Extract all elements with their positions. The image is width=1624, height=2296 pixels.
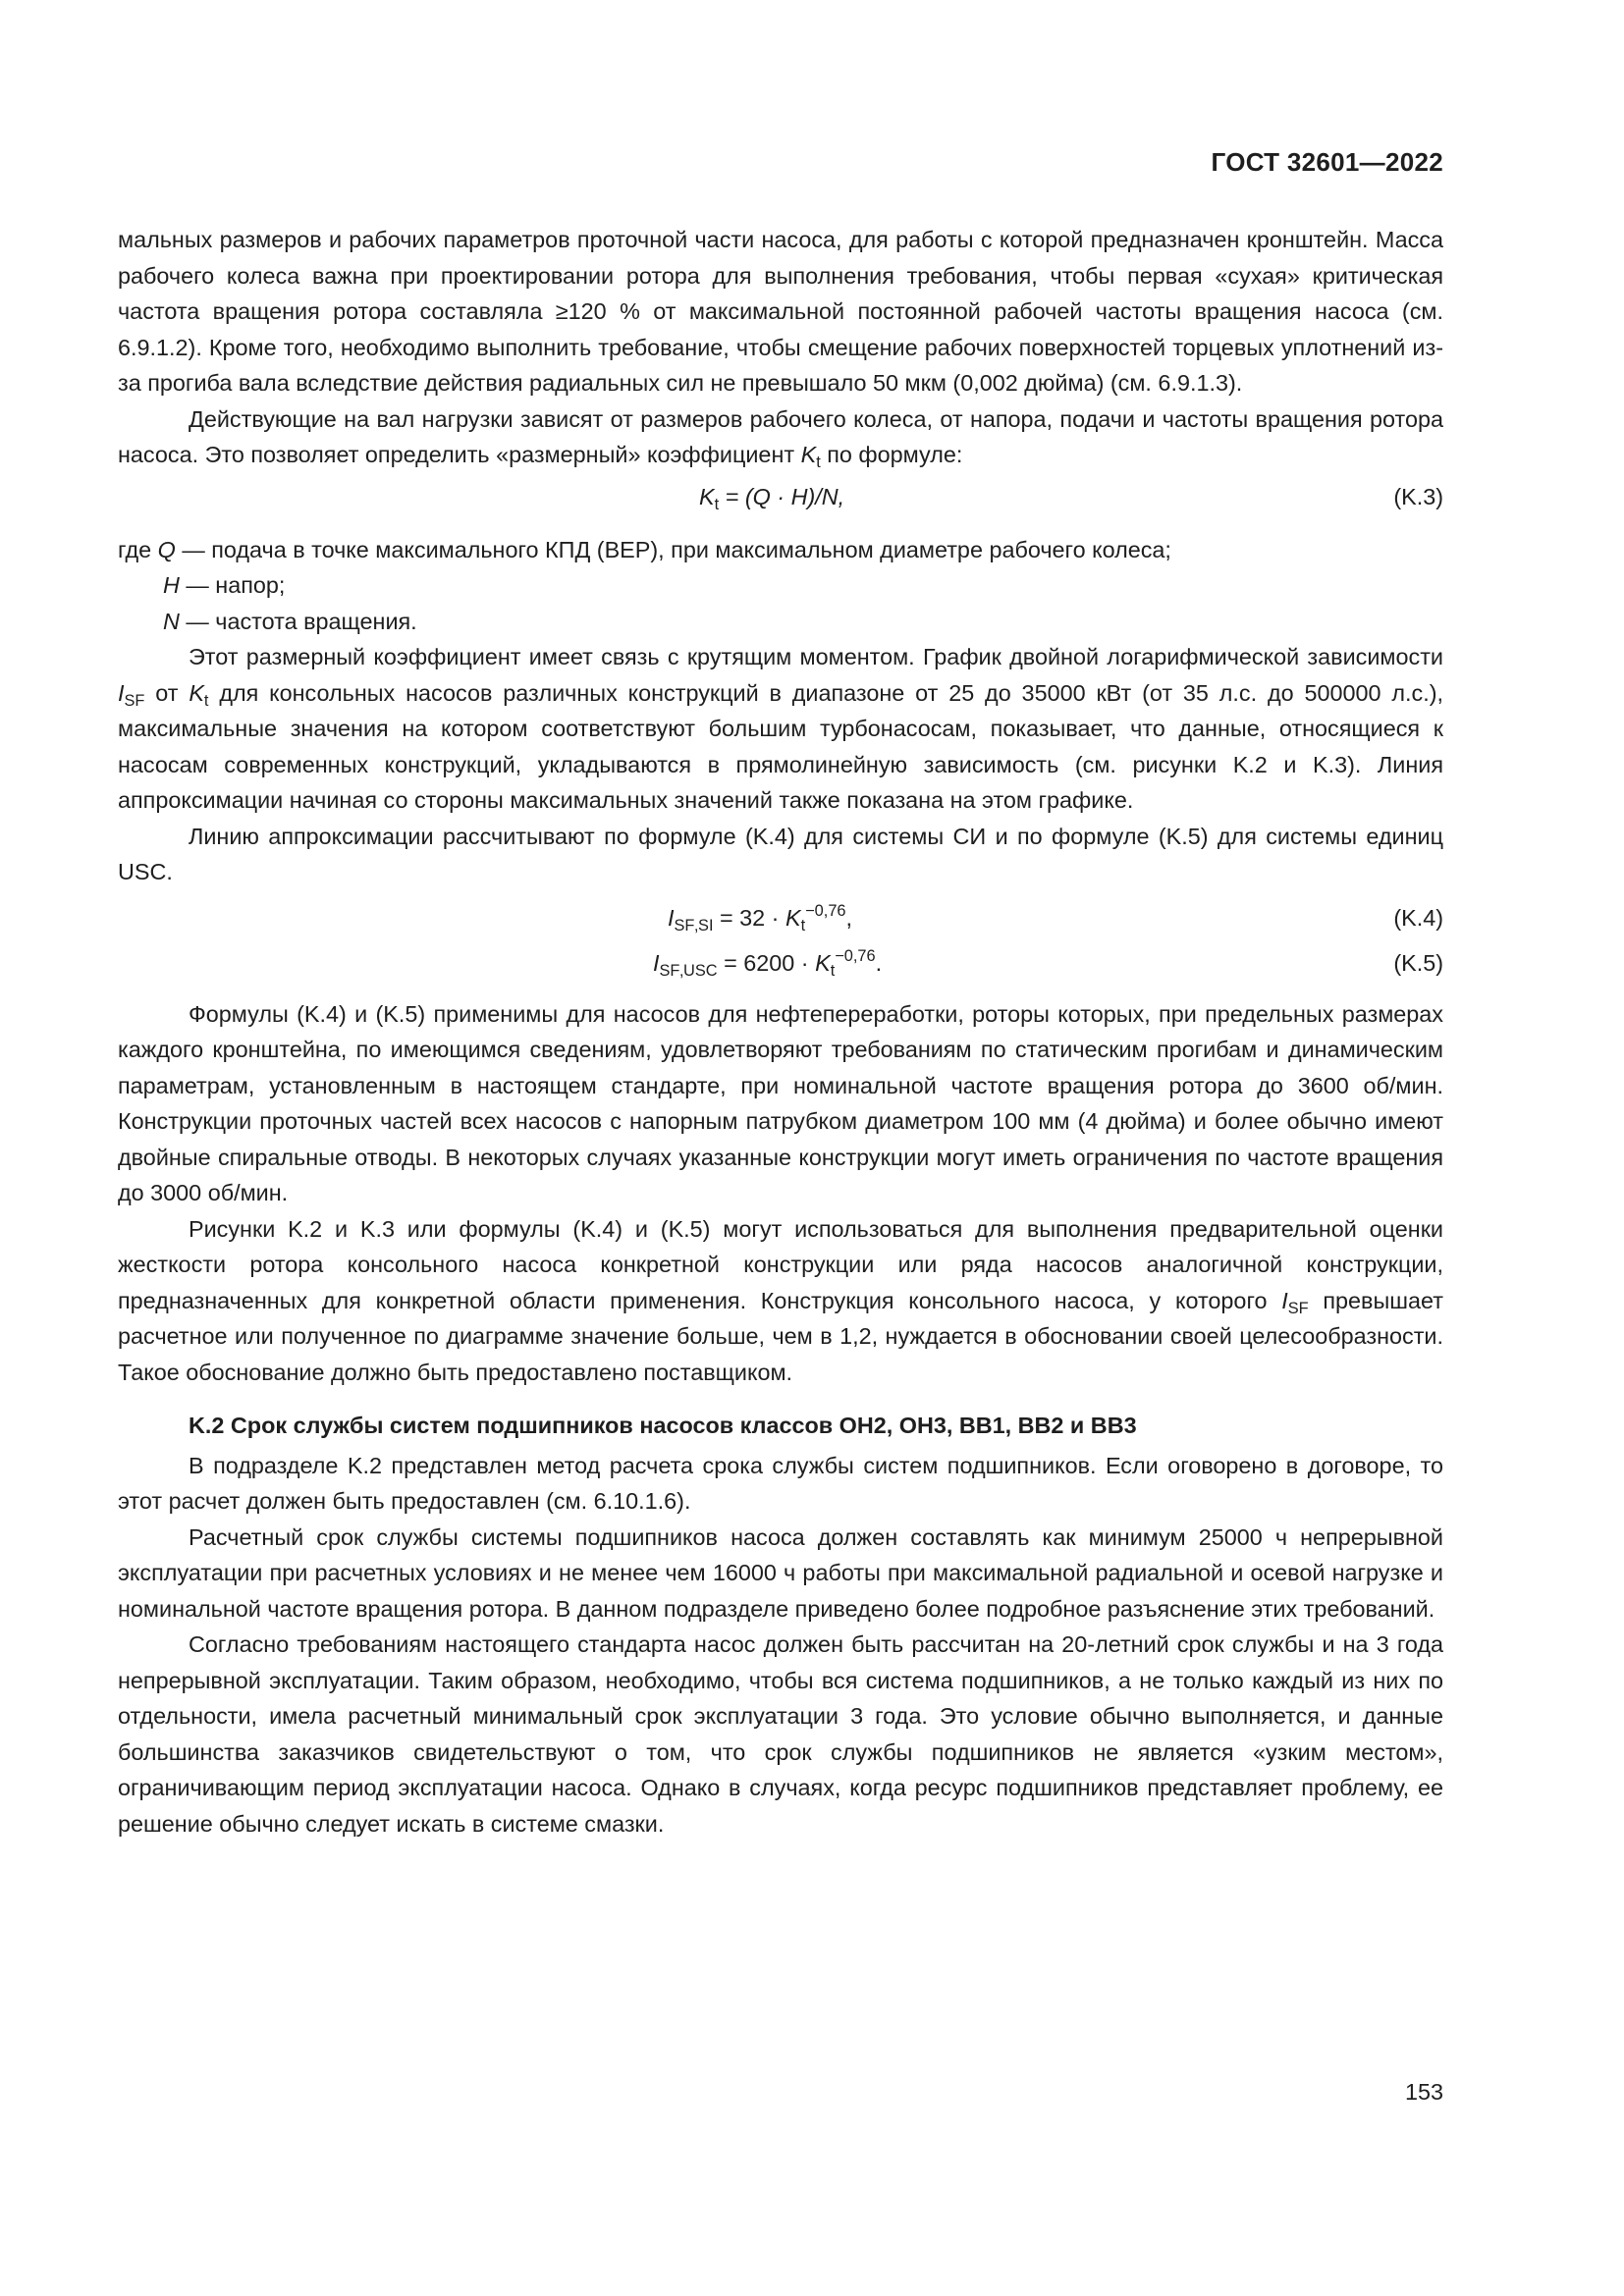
document-id-header: ГОСТ 32601—2022 xyxy=(1211,147,1443,177)
formula-subscript: t xyxy=(830,961,836,980)
definition-n xyxy=(118,604,1443,640)
formula-symbol: K xyxy=(815,949,831,976)
paragraph-text: Этот размерный коэффициент имеет связь с крутящим моментом. График двойной логарифмической зависимости xyxy=(189,644,1443,669)
definition-h xyxy=(118,567,1443,604)
definitions-list xyxy=(118,532,1443,640)
formula-rhs: = (Q · H)/N, xyxy=(719,483,845,509)
formula-number: (K.4) xyxy=(1393,904,1443,931)
paragraph-shaft-loads xyxy=(118,401,1443,473)
paragraph-bearing-life: Расчетный срок службы системы подшипников насоса должен составлять как минимум 25000 ч непрерывной эксплуатации при расчетных условиях и не менее чем 16000 ч работы при максимальной радиальной и осевой нагрузке и номинальной частоте вращения ротора. В данном подразделе приведено более подробное разъяснение этих требований. xyxy=(118,1523,1443,1622)
formula-tail: , xyxy=(845,904,853,931)
definition-text: — частота вращения. xyxy=(179,608,417,634)
formula-expression xyxy=(653,945,882,982)
page-body xyxy=(118,222,1443,1842)
formula-subscript: t xyxy=(714,495,720,513)
definition-symbol: H xyxy=(163,572,180,598)
formula-symbol: I xyxy=(653,949,660,976)
formula-symbol: K xyxy=(785,904,801,931)
formula-mid: = 32 · xyxy=(713,904,785,931)
formula-k4 xyxy=(118,900,1443,939)
subscript-sf: SF xyxy=(1287,1299,1309,1317)
paragraph-text: превышает расчетное или полученное по диаграмме значение больше, чем в 1,2, нуждается в обосновании своей целесообразности. Такое обоснование должно быть предоставлено поставщиком. xyxy=(118,1287,1444,1385)
definition-q xyxy=(118,532,1443,568)
definition-text: — подача в точке максимального КПД (BEP), при максимальном диаметре рабочего колеса; xyxy=(175,536,1171,562)
formula-number: (K.5) xyxy=(1393,949,1443,976)
subscript-t: t xyxy=(203,691,209,710)
symbol-k: K xyxy=(189,679,204,706)
paragraph-text: по формуле: xyxy=(820,442,963,467)
formula-subscript: SF‚USC xyxy=(659,961,718,980)
formula-subscript: SF‚SI xyxy=(674,916,714,934)
paragraph-service-life: Согласно требованиям настоящего стандарта насос должен быть рассчитан на 20-летний срок службы и на 3 года непрерывной эксплуатации. Таким образом, необходимо, чтобы вся система подшипников, а не только каждый из них по отдельности, имела расчетный минимальный срок эксплуатации 3 года. Это условие обычно выполняется, и данные большинства заказчиков свидетельствуют о том, что срок службы подшипников не является «узким местом», ограничивающим период эксплуатации насоса. Однако в случаях, когда ресурс подшипников представляет проблему, ее решение обычно следует искать в системе смазки. xyxy=(118,1631,1443,1837)
definition-text: — напор; xyxy=(179,572,286,598)
paragraph-bearing-method: В подразделе K.2 представлен метод расчета срока службы систем подшипников. Если оговорено в договоре, то этот расчет должен быть предоставлен (см. 6.10.1.6). xyxy=(118,1452,1443,1514)
formula-expression xyxy=(668,900,852,936)
formula-tail: . xyxy=(875,949,883,976)
formula-subscript: t xyxy=(800,916,806,934)
paragraph-text: Рисунки K.2 и K.3 или формулы (K.4) и (K.5) могут использоваться для выполнения предварительной оценки жесткости ротора консольного насоса конкретной конструкции или ряда насосов аналогичной конструкции, предназначенных для конкретной области применения. Конструкция консольного насоса, у которого xyxy=(118,1215,1443,1313)
formula-mid: = 6200 · xyxy=(717,949,816,976)
formula-symbol: K xyxy=(699,483,715,509)
formula-k3 xyxy=(118,479,1443,518)
paragraph-stiffness-estimate xyxy=(118,1211,1443,1391)
symbol-i: I xyxy=(118,679,125,706)
section-heading: K.2 Срок службы систем подшипников насосов классов OH2, OH3, BB1, BB2 и BB3 xyxy=(189,1413,1137,1438)
formula-number: (K.3) xyxy=(1393,483,1443,509)
paragraph-text: Действующие на вал нагрузки зависят от размеров рабочего колеса, от напора, подачи и частоты вращения ротора насоса. Это позволяет определить «размерный» коэффициент xyxy=(118,405,1443,467)
paragraph-text: для консольных насосов различных конструкций в диапазоне от 25 до 35000 кВт (от 35 л.с. до 500000 л.с.), максимальные значения на котором соответствуют большим турбонасосам, показывает, что данные, относящиеся к насосам современных конструкций, укладываются в прямолинейную зависимость (см. рисунки K.2 и K.3). Линия аппроксимации начиная со стороны максимальных значений также показана на этом графике. xyxy=(118,679,1443,813)
formula-symbol: I xyxy=(668,904,675,931)
page-number: 153 xyxy=(1404,2079,1443,2105)
subscript-t: t xyxy=(816,454,821,471)
paragraph-torque xyxy=(118,639,1443,819)
formula-exponent: −0,76 xyxy=(835,946,876,965)
definition-symbol: N xyxy=(163,608,180,634)
subscript-sf: SF xyxy=(124,691,145,710)
formula-exponent: −0,76 xyxy=(805,901,846,920)
definition-prefix: где xyxy=(118,536,158,562)
paragraph-text: от xyxy=(144,679,189,706)
paragraph-continuation: мальных размеров и рабочих параметров проточной части насоса, для работы с которой предназначен кронштейн. Масса рабочего колеса важна при проектировании ротора для выполнения требования, чтобы первая «сухая» критическая частота вращения ротора составляла ≥120 % от максимальной постоянной рабочей частоты вращения насоса (см. 6.9.1.2). Кроме того, необходимо выполнить требование, чтобы смещение рабочих поверхностей торцевых уплотнений из-за прогиба вала вследствие действия радиальных сил не превышало 50 мкм (0,002 дюйма) (см. 6.9.1.3). xyxy=(118,227,1443,396)
formula-k5 xyxy=(118,945,1443,985)
symbol-k: K xyxy=(800,442,817,467)
paragraph-formulas-applicability: Формулы (K.4) и (K.5) применимы для насосов для нефтепереработки, роторы которых, при предельных размерах каждого кронштейна, по имеющимся сведениям, удовлетворяют требованиям по статическим прогибам и динамическим параметрам, установленным в настоящем стандарте, при номинальной частоте вращения ротора до 3600 об/мин. Конструкции проточных частей всех насосов с напорным патрубком диаметром 100 мм (4 дюйма) и более обычно имеют двойные спиральные отводы. В некоторых случаях указанные конструкции могут иметь ограничения по частоте вращения до 3000 об/мин. xyxy=(118,1000,1443,1205)
formula-expression xyxy=(699,479,844,515)
paragraph-approximation: Линию аппроксимации рассчитывают по формуле (K.4) для системы СИ и по формуле (K.5) для системы единиц USC. xyxy=(118,823,1443,884)
definition-symbol: Q xyxy=(157,536,176,562)
symbol-i: I xyxy=(1281,1287,1288,1313)
